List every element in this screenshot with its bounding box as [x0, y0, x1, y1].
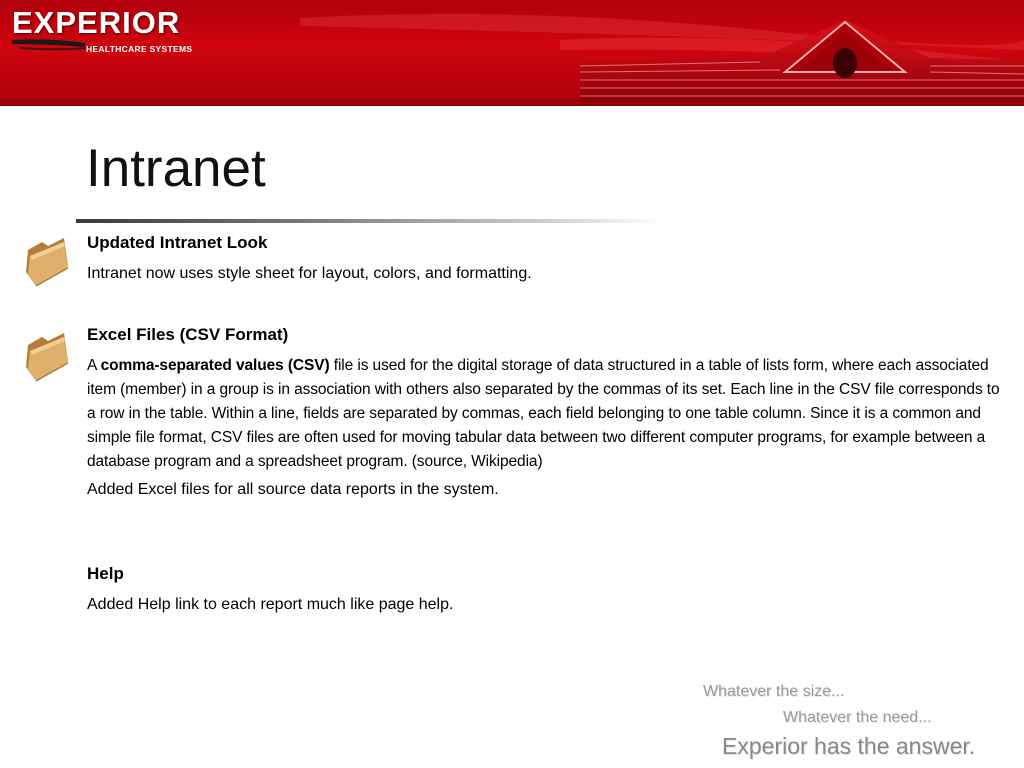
csv-intro-rest: file is used for the digital storage of data structured in a table of lists form, where each associated item (member) in a group is in association with others also separated by the commas of its set. Each line in the CSV file corresponds to a row in the table. Within a line, fields are separated by commas, each field belonging to one table column. Since it is a common and simple file format, CSV files are often used for moving tabular data between two different computer programs, for example between a database program and a spreadsheet program. (source, Wikipedia)	[87, 357, 1000, 470]
brand-logo-subtitle: HEALTHCARE SYSTEMS	[86, 44, 193, 54]
page-title: Intranet	[86, 139, 266, 198]
section-updated-intranet	[87, 232, 1012, 286]
section-help	[87, 563, 1012, 617]
brand-logo-text: EXPERIOR	[12, 5, 181, 40]
section-paragraph: Intranet now uses style sheet for layout, colors, and formatting.	[87, 265, 532, 282]
csv-description	[87, 354, 1012, 474]
tagline-line-1: Whatever the size...	[703, 683, 845, 700]
folder-icon	[24, 331, 70, 383]
tagline-line-3: Experior has the answer.	[722, 733, 976, 759]
section-heading: Updated Intranet Look	[87, 233, 268, 252]
tagline-line-2: Whatever the need...	[783, 709, 932, 726]
csv-intro-prefix: A	[87, 357, 101, 374]
folder-icon	[24, 236, 70, 288]
section-paragraph: Added Excel files for all source data reports in the system.	[87, 481, 499, 498]
title-underline	[76, 219, 664, 223]
csv-term: comma-separated values (CSV)	[100, 357, 330, 374]
section-excel-files	[87, 324, 1012, 502]
section-heading: Excel Files (CSV Format)	[87, 325, 289, 344]
header-banner	[0, 0, 1024, 106]
section-paragraph: Added Help link to each report much like page help.	[87, 596, 454, 613]
section-heading: Help	[87, 564, 124, 583]
